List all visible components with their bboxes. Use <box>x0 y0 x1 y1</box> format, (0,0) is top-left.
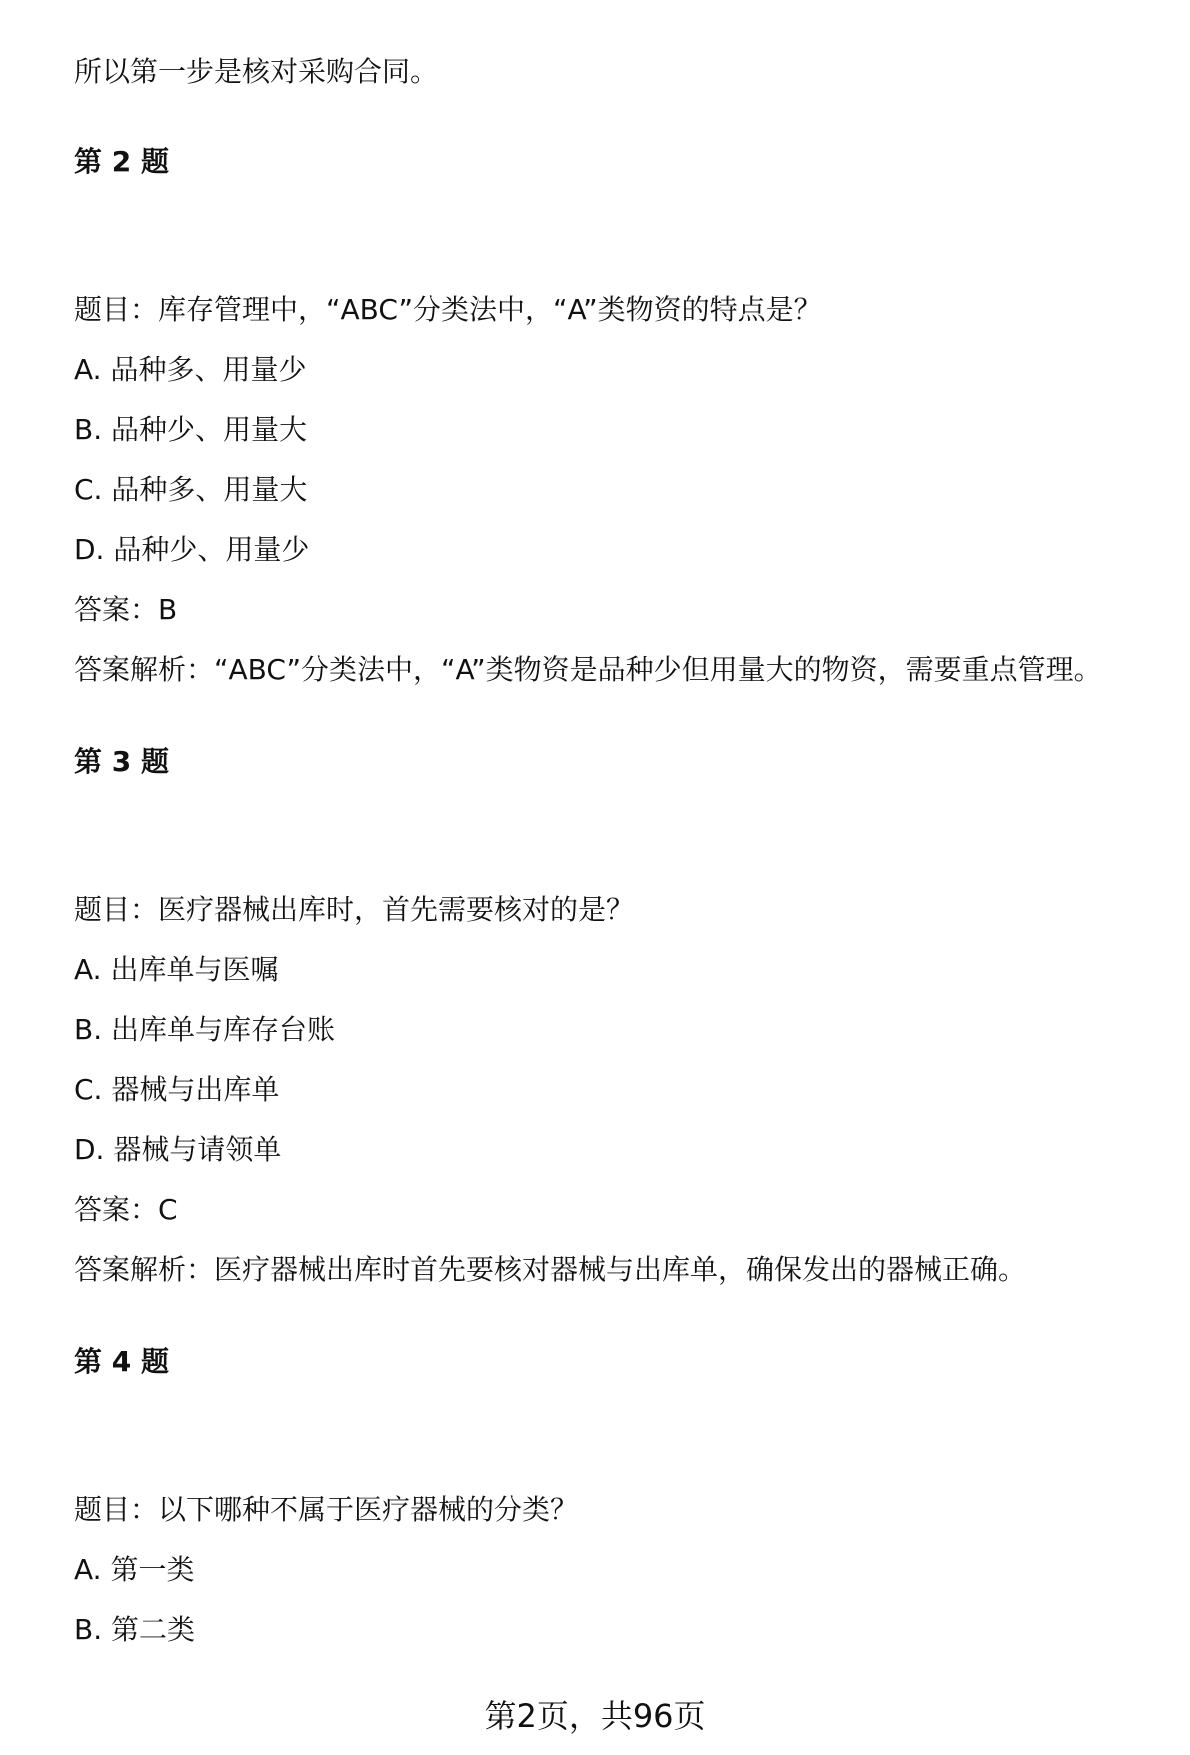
question-3-heading: 第 3 题 <box>74 745 169 778</box>
question-3-stem: 题目：医疗器械出库时，首先需要核对的是？ <box>74 893 635 926</box>
question-3-option-a: A. 出库单与医嘱 <box>74 953 279 986</box>
question-4-option-a: A. 第一类 <box>74 1553 195 1586</box>
question-4-option-b: B. 第二类 <box>74 1613 196 1646</box>
question-3-answer: 答案：C <box>74 1193 178 1226</box>
question-3-analysis: 答案解析：医疗器械出库时首先要核对器械与出库单，确保发出的器械正确。 <box>74 1253 1027 1286</box>
intro-tail-text: 所以第一步是核对采购合同。 <box>74 55 439 88</box>
question-2-analysis: 答案解析：“ABC”分类法中，“A”类物资是品种少但用量大的物资，需要重点管理。 <box>74 653 1102 686</box>
question-2-option-d: D. 品种少、用量少 <box>74 533 310 566</box>
page-number-footer: 第2页，共96页 <box>484 1697 706 1735</box>
question-2-option-a: A. 品种多、用量少 <box>74 353 307 386</box>
question-4-stem: 题目：以下哪种不属于医疗器械的分类？ <box>74 1493 579 1526</box>
question-3-option-d: D. 器械与请领单 <box>74 1133 282 1166</box>
question-2-heading: 第 2 题 <box>74 145 169 178</box>
question-4-heading: 第 4 题 <box>74 1345 169 1378</box>
question-2-stem: 题目：库存管理中，“ABC”分类法中，“A”类物资的特点是？ <box>74 293 822 326</box>
question-3-option-c: C. 器械与出库单 <box>74 1073 280 1106</box>
question-3-option-b: B. 出库单与库存台账 <box>74 1013 336 1046</box>
question-2-option-b: B. 品种少、用量大 <box>74 413 308 446</box>
question-2-answer: 答案：B <box>74 593 178 626</box>
question-2-option-c: C. 品种多、用量大 <box>74 473 308 506</box>
